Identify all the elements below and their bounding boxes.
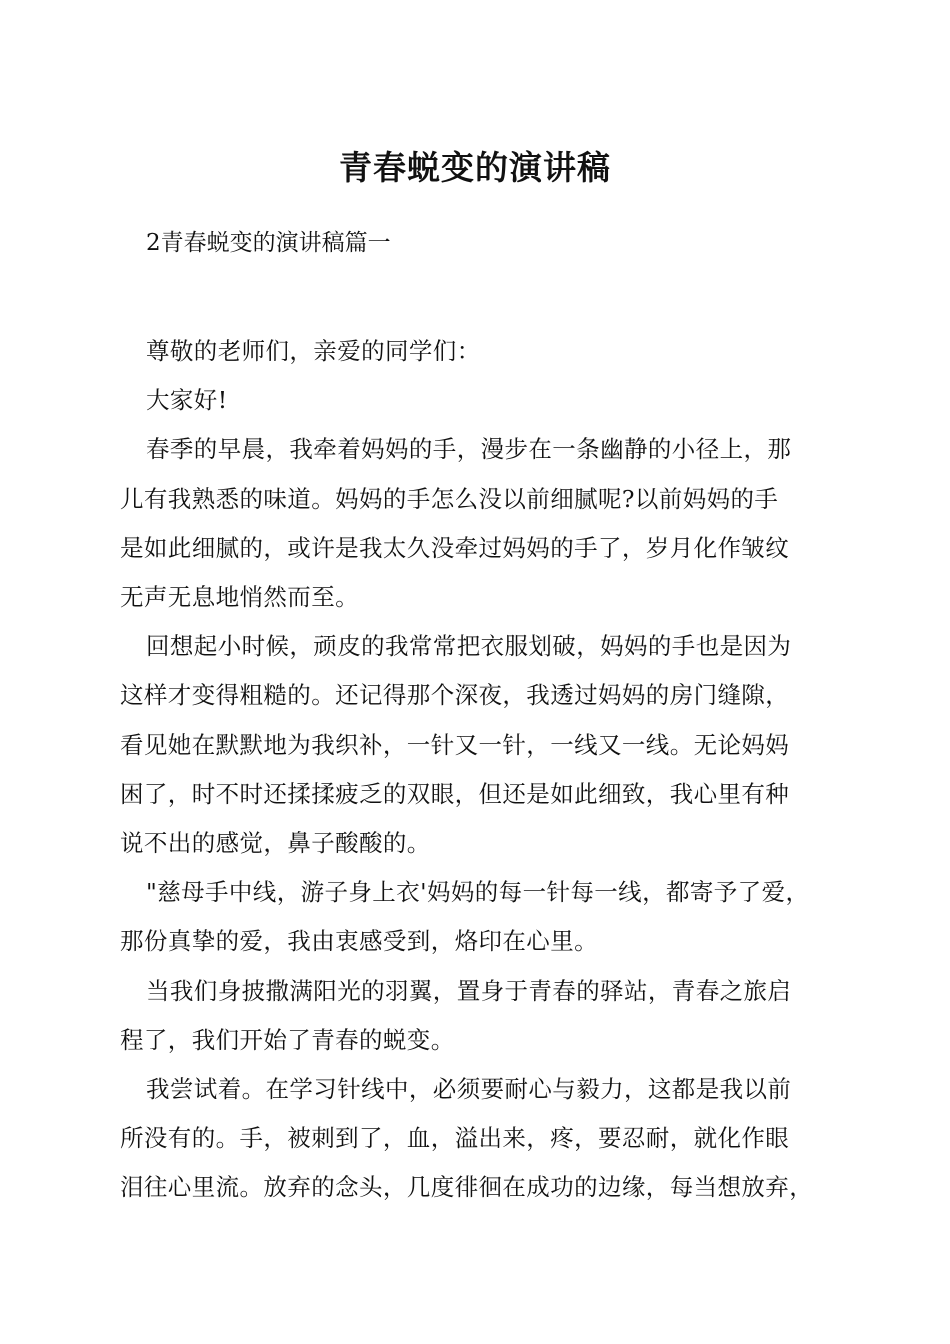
paragraph-line: 是如此细腻的，或许是我太久没牵过妈妈的手了，岁月化作皱纹 [120, 533, 790, 562]
paragraph-line: 回想起小时候，顽皮的我常常把衣服划破，妈妈的手也是因为 [146, 632, 792, 661]
paragraph-line: "慈母手中线，游子身上衣'妈妈的每一针每一线，都寄予了爱， [146, 878, 810, 907]
paragraph [120, 622, 832, 868]
paragraph [120, 1065, 832, 1213]
paragraph-line: 这样才变得粗糙的。还记得那个深夜，我透过妈妈的房门缝隙， [120, 681, 790, 710]
document-body [120, 327, 832, 1213]
paragraph [120, 327, 832, 376]
paragraph-line: 大家好! [146, 386, 228, 415]
paragraph-line: 所没有的。手，被刺到了，血，溢出来，疼，要忍耐，就化作眼 [120, 1124, 790, 1153]
document-title: 青春蜕变的演讲稿 [339, 148, 611, 187]
paragraph-line: 无声无息地悄然而至。 [120, 583, 359, 612]
paragraph [120, 868, 832, 966]
paragraph-line: 泪往心里流。放弃的念头，几度徘徊在成功的边缘，每当想放弃， [120, 1173, 814, 1202]
paragraph-line: 尊敬的老师们，亲爱的同学们： [146, 337, 481, 365]
paragraph-line: 看见她在默默地为我织补，一针又一针，一线又一线。无论妈妈 [120, 730, 790, 759]
document-subtitle: 2青春蜕变的演讲稿篇一 [146, 230, 391, 256]
paragraph [120, 967, 832, 1065]
paragraph [120, 376, 832, 425]
paragraph [120, 425, 832, 622]
paragraph-line: 我尝试着。在学习针线中，必须要耐心与毅力，这都是我以前 [146, 1075, 792, 1104]
paragraph-line: 程了，我们开始了青春的蜕变。 [120, 1025, 455, 1054]
paragraph-line: 困了，时不时还揉揉疲乏的双眼，但还是如此细致，我心里有种 [120, 779, 790, 808]
paragraph-line: 当我们身披撒满阳光的羽翼，置身于青春的驿站，青春之旅启 [146, 976, 792, 1005]
paragraph-line: 儿有我熟悉的味道。妈妈的手怎么没以前细腻呢?以前妈妈的手 [120, 484, 779, 513]
paragraph-line: 说不出的感觉，鼻子酸酸的。 [120, 829, 431, 858]
paragraph-line: 春季的早晨，我牵着妈妈的手，漫步在一条幽静的小径上，那 [146, 435, 792, 464]
paragraph-line: 那份真挚的爱，我由衷感受到，烙印在心里。 [120, 927, 598, 956]
